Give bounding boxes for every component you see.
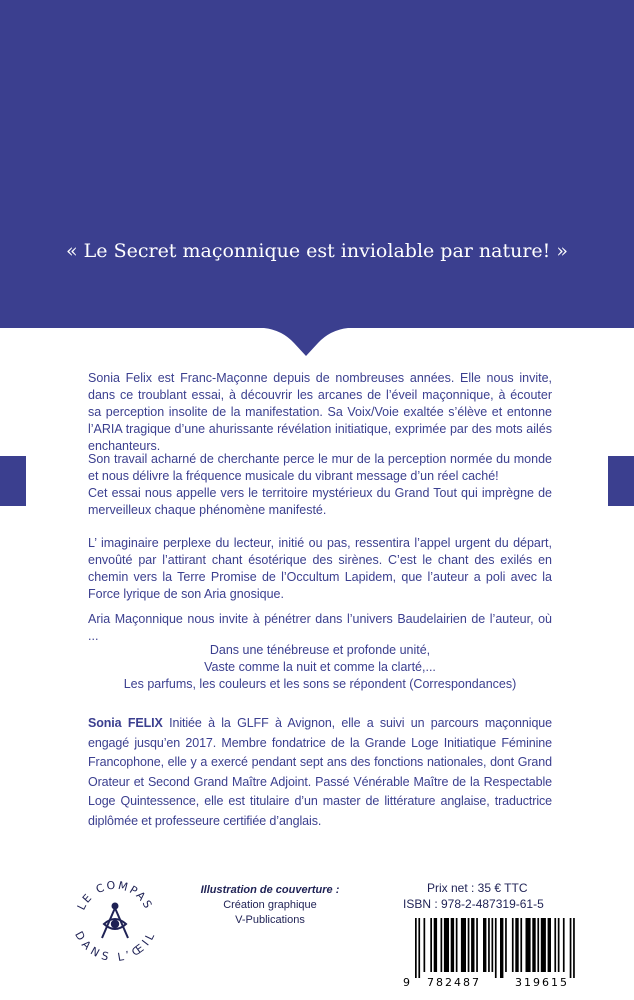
barcode-bar (488, 918, 490, 972)
barcode-bar (515, 918, 518, 972)
barcode-digits-right: 319615 (515, 976, 569, 988)
barcode (397, 916, 617, 988)
compass-eye-icon (102, 904, 128, 939)
barcode-bar (418, 918, 420, 978)
barcode-bar (526, 918, 531, 972)
barcode-bar (451, 918, 454, 972)
barcode-bar (424, 918, 426, 972)
barcode-bar (512, 918, 514, 972)
barcode-bar (468, 918, 470, 972)
barcode-bar (554, 918, 556, 972)
logo-text-top: LE COMPAS (74, 878, 156, 913)
barcode-bar (441, 918, 443, 972)
cover-credits (200, 883, 340, 928)
author-name: Sonia FELIX (88, 716, 163, 730)
barcode-bar (415, 918, 417, 978)
barcode-digit-lead: 9 (403, 976, 410, 988)
verse-line: Les parfums, les couleurs et les sons se répondent (Correspondances) (123, 677, 517, 691)
author-bio (88, 714, 552, 831)
isbn-label: ISBN : 978-2-487319-61-5 (403, 897, 544, 911)
price-label: Prix net : 35 € TTC (427, 881, 528, 895)
author-bio-text: Initiée à la GLFF à Avignon, elle a suivi un parcours maçonnique engagé jusqu’en 2017. Membre fondatrice de la Grande Loge Initiatique Féminine Francophone, elle y a exercé pendant sept ans des fonctions nationales, dont Grand Orateur et Second Grand Maître Adjoint. Passé Vénérable Maître de la Respectable Loge Quintessence, elle est titulaire d’un master de littérature anglaise, traductrice diplômée et professeure certifiée d’anglais. (88, 716, 552, 828)
barcode-bar (434, 918, 437, 972)
barcode-bar (430, 918, 432, 972)
summary-paragraph-4: Aria Maçonnique nous invite à pénétrer dans l’univers Baudelairien de l’auteur, où ... (88, 612, 552, 643)
barcode-bar (483, 918, 486, 972)
summary-paragraph-2: Son travail acharné de cherchante perce le mur de la perception normée du monde et nous délivre la fréquence musicale du vibrant message d’un réel caché! Cet essai nous appelle vers le territoire mystérieux du Grand Tout qui imprègne de merveilleux chaque phénomène manifesté. (88, 452, 552, 517)
cover-band-shape (0, 0, 634, 370)
summary-paragraph-3: L’ imaginaire perplexe du lecteur, initié ou pas, ressentira l’appel urgent du départ, envoûté par l’attirant chant ésotérique des sirènes. C’est le chant des exilés en chemin vers la Terre Promise de l’Occultum Lapidem, que l’auteur a poli avec la Force lyrique de son Aria gnosique. (88, 536, 552, 601)
barcode-bar (573, 918, 575, 978)
barcode-bar (471, 918, 474, 972)
barcode-bar (456, 918, 458, 972)
barcode-bar (558, 918, 560, 972)
baudelaire-verse (88, 642, 552, 693)
barcode-bar (476, 918, 478, 972)
barcode-bar (570, 918, 572, 978)
barcode-bar (563, 918, 565, 972)
barcode-bar (461, 918, 466, 972)
barcode-digits-left: 782487 (427, 976, 481, 988)
verse-line: Vaste comme la nuit et comme la clarté,... (204, 660, 436, 674)
verse-line: Dans une ténébreuse et profonde unité, (209, 643, 431, 657)
barcode-bar (541, 918, 546, 972)
barcode-bar (537, 918, 539, 972)
barcode-bar (548, 918, 551, 972)
cover-quote: « Le Secret maçonnique est inviolable par nature! » (66, 240, 568, 262)
barcode-bar (500, 918, 503, 978)
summary-paragraph-1: Sonia Felix est Franc-Maçonne depuis de nombreuses années. Elle nous invite, dans ce troublant essai, à découvrir les arcanes de l’éveil maçonnique, à écouter sa perception insolite de la manifestation. Sa Voix/Voie exaltée s’élève et entonne l’ARIA tragique d’une ahurissante révélation initiatique, exprimée par des mots ailés enchanteurs. (88, 371, 552, 453)
barcode-bar (495, 918, 497, 978)
barcode-bar (444, 918, 449, 972)
barcode-bar (505, 918, 507, 972)
price-isbn-box (403, 880, 613, 912)
publisher-logo (70, 872, 160, 962)
credits-line: V-Publications (235, 914, 305, 926)
credits-title: Illustration de couverture : (200, 884, 340, 896)
left-side-tab (0, 456, 26, 506)
right-side-tab (608, 456, 634, 506)
barcode-bars (415, 918, 575, 978)
credits-line: Création graphique (223, 899, 317, 911)
barcode-bar (520, 918, 522, 972)
logo-text-bottom: DANS L’ŒIL (72, 929, 158, 962)
barcode-bar (532, 918, 535, 972)
barcode-bar (492, 918, 494, 972)
cover-band (0, 0, 634, 370)
